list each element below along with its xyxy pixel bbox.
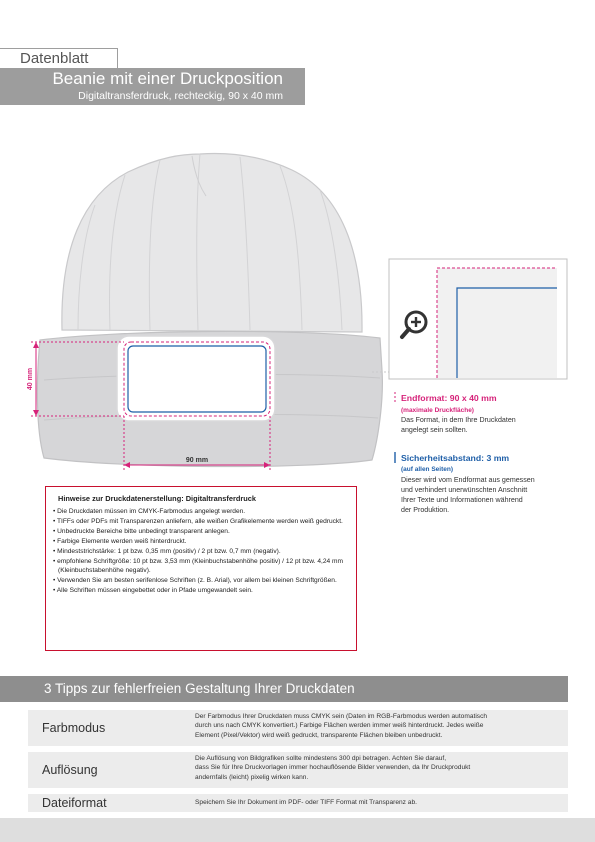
safety-note: (auf allen Seiten) (401, 466, 454, 473)
list-item: • Alle Schriften müssen eingebettet oder in Pfade umgewandelt sein. (52, 586, 348, 596)
zoom-patch-area (437, 268, 557, 378)
height-label: 40 mm (27, 367, 34, 391)
list-item: • Verwenden Sie am besten serifenlose Schriften (z. B. Arial), vor allem bei kleinen Schriftgrößen. (52, 576, 348, 586)
tip-line: andernfalls (leicht) pixelig wirken kann. (195, 773, 309, 781)
tip-label-farbmodus: Farbmodus (42, 721, 106, 735)
beanie-crown (62, 154, 362, 332)
tip-line: Element (Pixel/Vektor) wird weiß gedruckt, transparente Flächen bleiben unbedruckt. (195, 731, 443, 739)
safety-text-2: und verhindert unerwünschten Anschnitt (401, 486, 528, 494)
width-label: 90 mm (185, 457, 209, 464)
tip-line: dass Sie für Ihre Druckvorlagen immer hochauflösende Bilder verwenden, da Ihr Druckprodukt (195, 764, 471, 772)
tip-label-aufloesung: Auflösung (42, 763, 98, 777)
list-item: • empfohlene Schriftgröße: 10 pt bzw. 3,53 mm (Kleinbuchstabenhöhe positiv) / 12 pt bzw. 4,24 mm (Kleinbuchstabenhöhe negativ). (52, 557, 348, 577)
print-hints-title: Hinweise zur Druckdatenerstellung: Digitaltransferdruck (58, 494, 256, 503)
page-title: Beanie mit einer Druckposition (52, 69, 283, 88)
print-patch (117, 336, 275, 421)
tip-text-dateiformat (195, 798, 567, 807)
tip-line: Der Farbmodus Ihrer Druckdaten muss CMYK sein (Daten im RGB-Farbmodus werden automatisch (195, 713, 488, 720)
endformat-note: (maximale Druckfläche) (401, 407, 474, 414)
endformat-text-1: Das Format, in dem Ihre Druckdaten (401, 416, 516, 424)
endformat-text-2: angelegt sein sollten. (401, 426, 468, 434)
safety-label: Sicherheitsabstand: 3 mm (401, 453, 510, 463)
safety-text-1: Dieser wird vom Endformat aus gemessen (401, 476, 535, 484)
tip-line: Die Auflösung von Bildgrafiken sollte mindestens 300 dpi betragen. Achten Sie darauf, (195, 755, 447, 762)
tips-title: 3 Tipps zur fehlerfreien Gestaltung Ihrer Druckdaten (44, 681, 355, 696)
list-item: • Die Druckdaten müssen im CMYK-Farbmodus angelegt werden. (52, 507, 348, 517)
list-item: • Farbige Elemente werden weiß hinterdruckt. (52, 537, 348, 547)
list-item: • TIFFs oder PDFs mit Transparenzen anliefern, alle weißen Grafikelemente werden weiß gedruckt. (52, 517, 348, 527)
safety-text-3: Ihrer Texte und Informationen während (401, 496, 523, 504)
tip-line: durch uns nach CMYK konvertiert.) Farbige Flächen werden immer weiß hinterdruckt. Jedes weiße (195, 722, 484, 730)
footer-band (0, 818, 595, 842)
tip-text-farbmodus (195, 712, 567, 740)
tip-line: Speichern Sie Ihr Dokument im PDF- oder TIFF Format mit Transparenz ab. (195, 799, 417, 806)
datasheet-tab-label: Datenblatt (20, 50, 89, 67)
tip-label-dateiformat: Dateiformat (42, 796, 107, 810)
tip-text-aufloesung (195, 754, 567, 782)
list-item: • Unbedruckte Bereiche bitte unbedingt transparent anlegen. (52, 527, 348, 537)
endformat-label: Endformat: 90 x 40 mm (401, 393, 497, 403)
print-hints-box (45, 486, 357, 651)
page-subtitle: Digitaltransferdruck, rechteckig, 90 x 40 mm (78, 90, 283, 102)
print-hints-list (52, 507, 348, 596)
safety-text-4: der Produktion. (401, 506, 450, 514)
list-item: • Mindeststrichstärke: 1 pt bzw. 0,35 mm (positiv) / 2 pt bzw. 0,7 mm (negativ). (52, 547, 348, 557)
